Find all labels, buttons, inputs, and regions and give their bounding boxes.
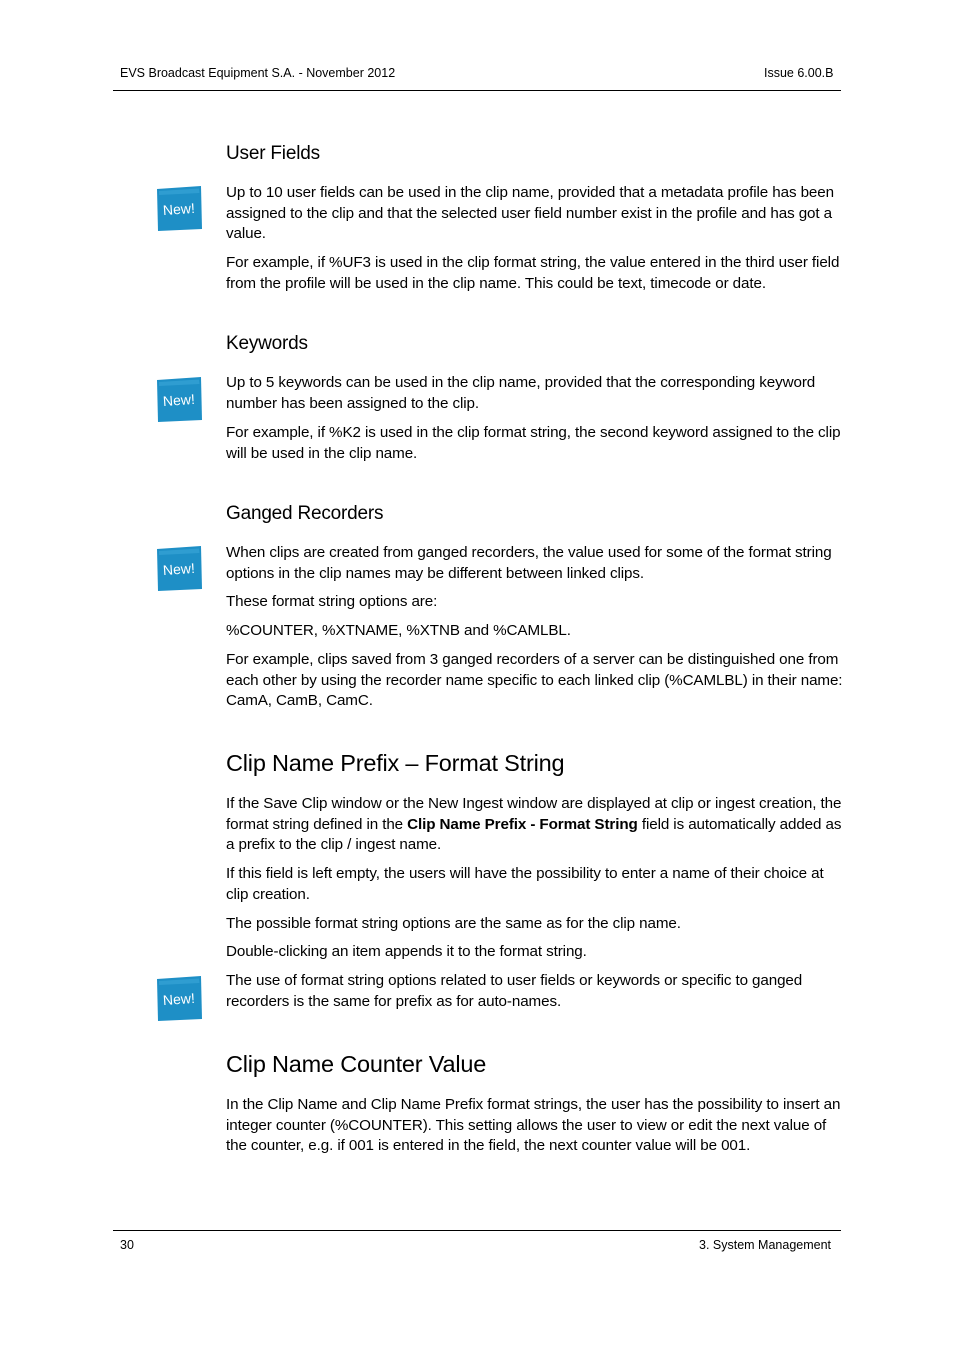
heading-clip-name-counter: Clip Name Counter Value [226, 1051, 487, 1077]
prefix-paragraph-3: The possible format string options are the same as for the clip name. [226, 915, 681, 932]
ganged-paragraph-3: %COUNTER, %XTNAME, %XTNB and %CAMLBL. [226, 622, 571, 639]
header-right: Issue 6.00.B [764, 66, 834, 80]
new-badge-icon [155, 376, 203, 422]
heading-user-fields: User Fields [226, 143, 320, 164]
svg-text:New!: New! [162, 199, 196, 219]
ganged-paragraph-4: For example, clips saved from 3 ganged recorders of a server can be distinguished one from each other by using the recorder name specific to each linked clip (%CAMLBL) in their name: CamA, CamB, CamC. [226, 651, 843, 710]
user-fields-paragraph-2: For example, if %UF3 is used in the clip format string, the value entered in the third user field from the profile will be used in the clip name. This could be text, timecode or date. [226, 254, 840, 292]
new-badge-icon [155, 545, 203, 591]
svg-text:New!: New! [162, 390, 196, 410]
prefix-field-name: Clip Name Prefix - Format String [407, 815, 638, 833]
heading-keywords: Keywords [226, 333, 308, 354]
ganged-paragraph-2: These format string options are: [226, 593, 438, 610]
heading-ganged-recorders: Ganged Recorders [226, 503, 384, 524]
new-badge-icon [155, 185, 203, 231]
heading-clip-name-prefix: Clip Name Prefix – Format String [226, 750, 565, 776]
keywords-paragraph-1: Up to 5 keywords can be used in the clip name, provided that the corresponding keyword number has been assigned to the clip. [226, 374, 816, 412]
prefix-paragraph-2: If this field is left empty, the users will have the possibility to enter a name of their choice at clip creation. [226, 865, 824, 903]
user-fields-paragraph-1: Up to 10 user fields can be used in the clip name, provided that a metadata profile has been assigned to the clip and that the selected user field number exist in the profile and has got a value. [226, 184, 834, 243]
page-number: 30 [120, 1238, 134, 1252]
svg-text:New!: New! [162, 559, 196, 579]
counter-paragraph-1: In the Clip Name and Clip Name Prefix format strings, the user has the possibility to insert an integer counter (%COUNTER). This setting allows the user to view or edit the next value of the counter, e.g. if 001 is entered in the field, the next counter value will be 001. [226, 1096, 841, 1155]
prefix-paragraph-1: If the Save Clip window or the New Ingest window are displayed at clip or ingest creation, the format string defined in the Clip Name Prefix - Format String field is automatically added as a prefix to the clip / ingest name. [226, 795, 842, 854]
svg-text:New!: New! [162, 989, 196, 1009]
header-left: EVS Broadcast Equipment S.A. - November 2012 [120, 66, 396, 80]
prefix-paragraph-5: The use of format string options related to user fields or keywords or specific to ganged recorders is the same for prefix as for auto-names. [226, 972, 803, 1010]
prefix-paragraph-4: Double-clicking an item appends it to the format string. [226, 943, 587, 960]
footer-section: 3. System Management [699, 1238, 832, 1252]
footer-rule [113, 1230, 841, 1231]
new-badge-icon [155, 975, 203, 1021]
keywords-paragraph-2: For example, if %K2 is used in the clip format string, the second keyword assigned to the clip will be used in the clip name. [226, 424, 841, 462]
ganged-paragraph-1: When clips are created from ganged recorders, the value used for some of the format string options in the clip names may be different between linked clips. [226, 544, 832, 582]
header-rule [113, 90, 841, 91]
